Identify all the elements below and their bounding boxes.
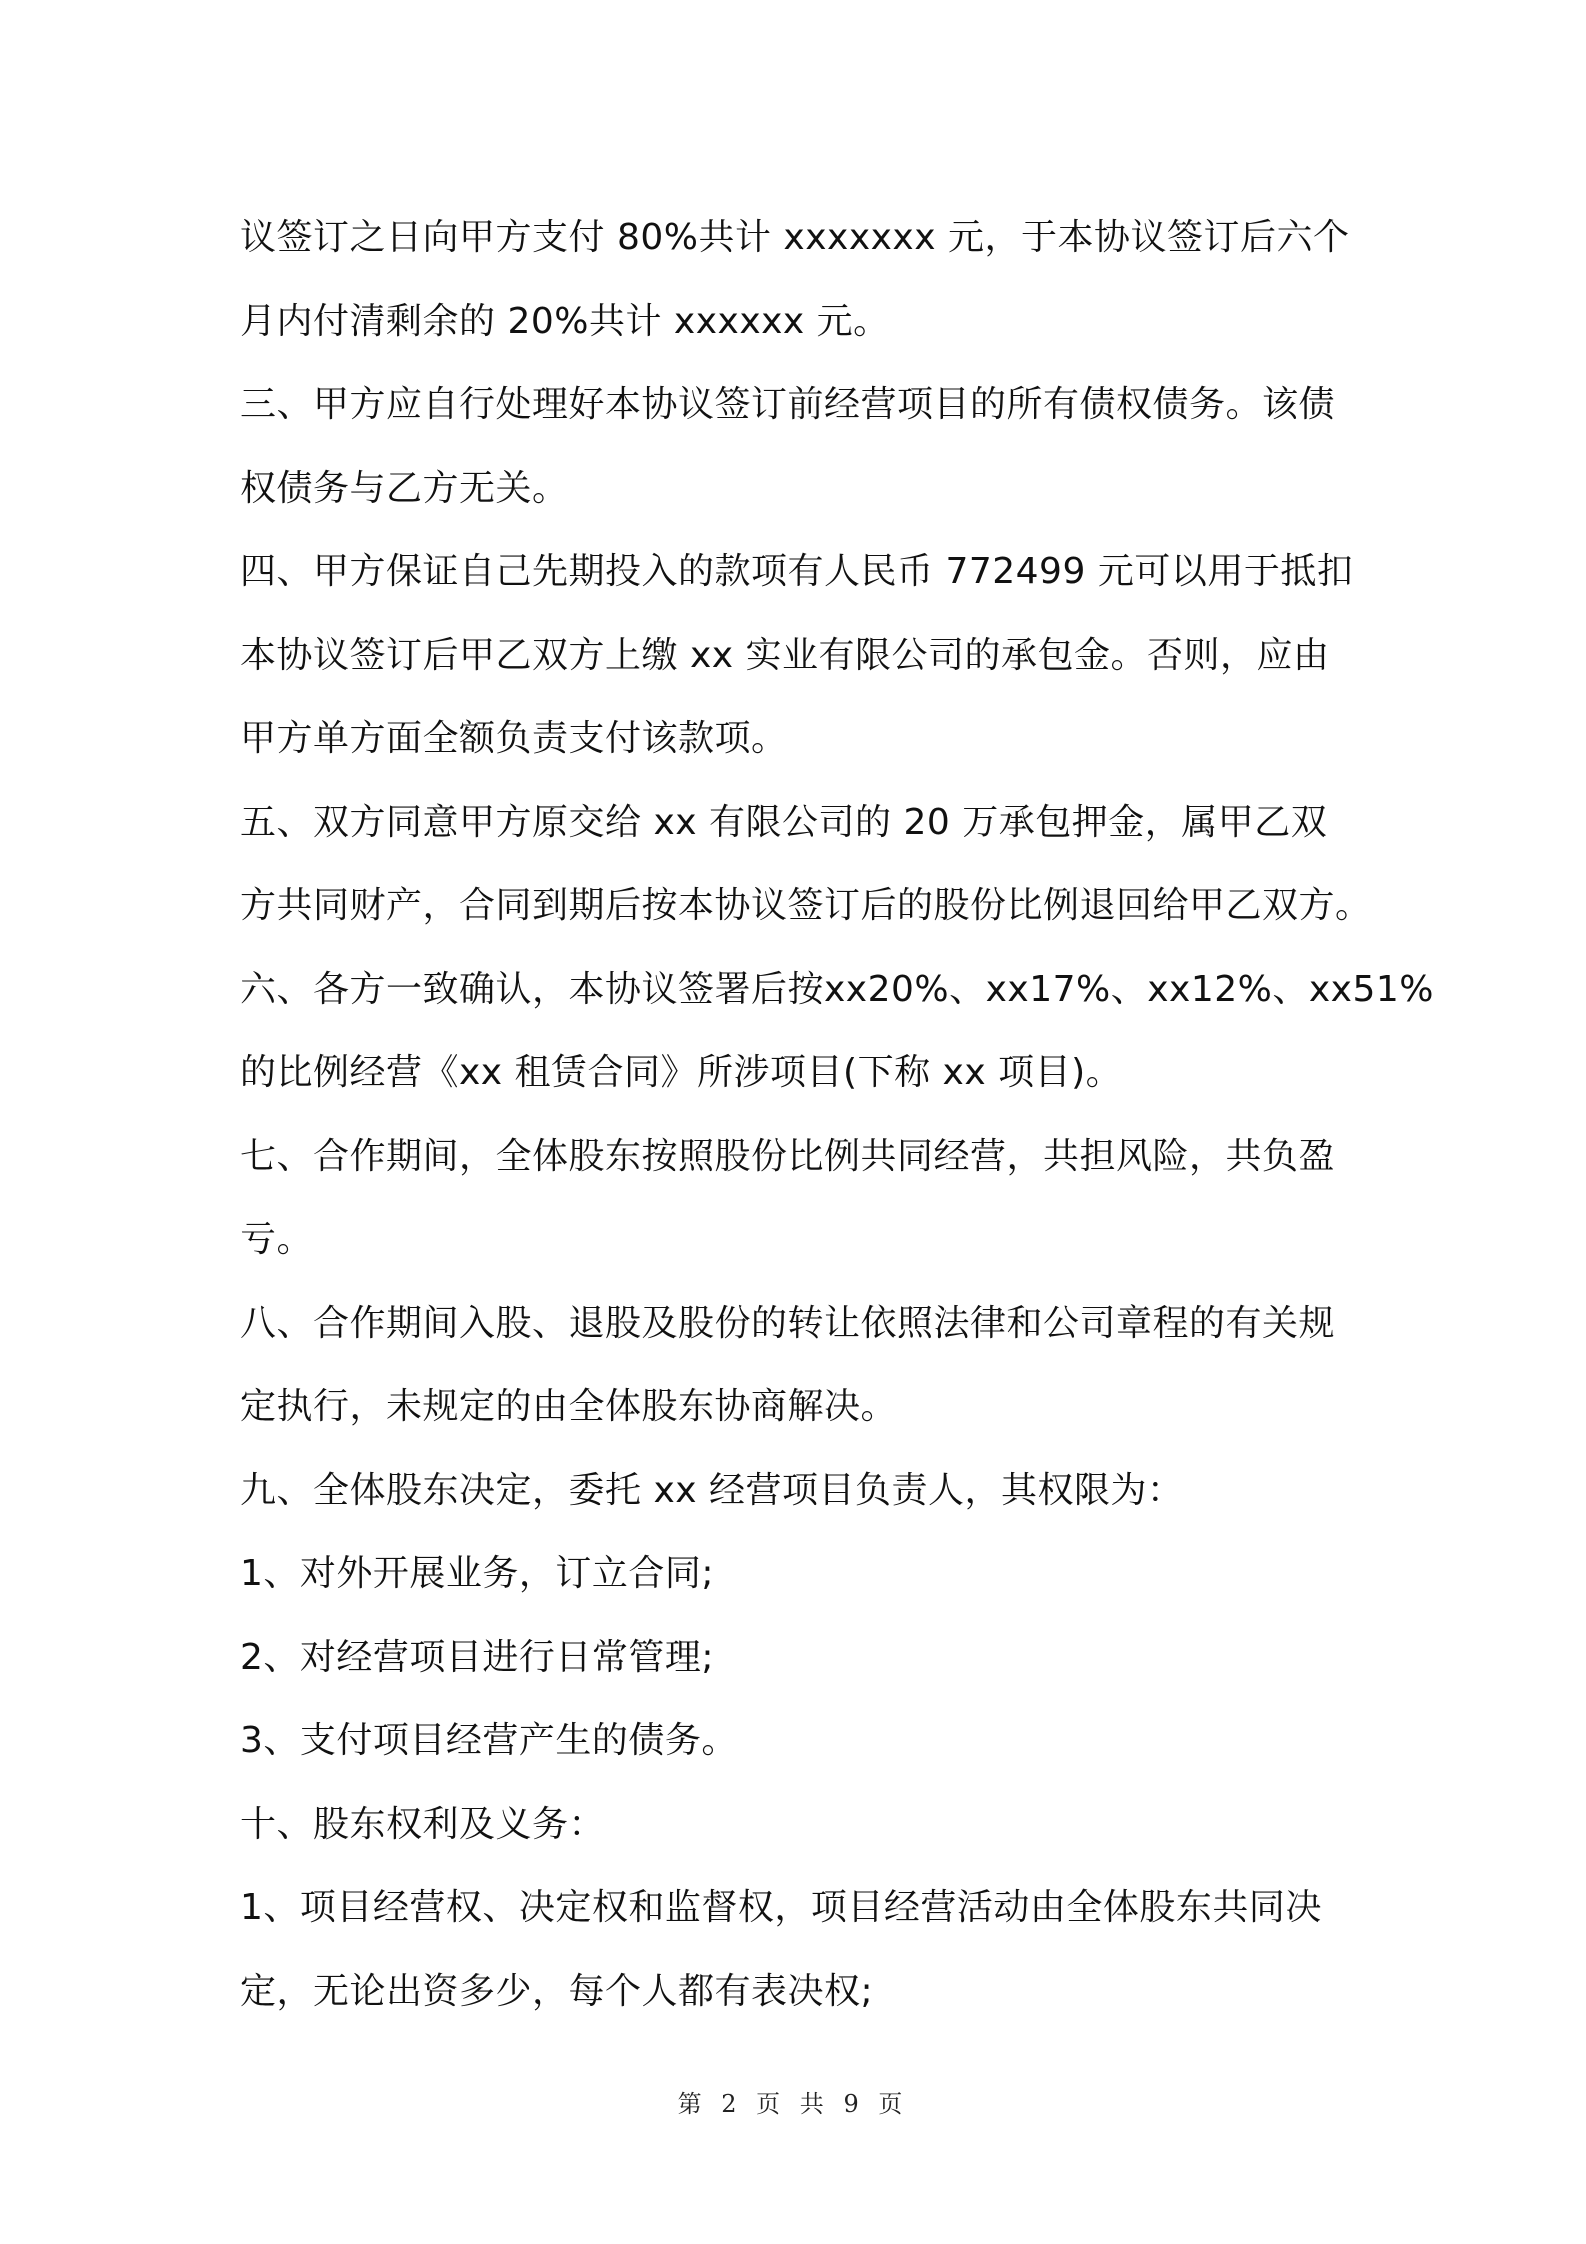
text-line: 权债务与乙方无关。 (240, 467, 569, 509)
text-line: 定执行，未规定的由全体股东协商解决。 (240, 1386, 898, 1427)
text-line: 四、甲方保证自己先期投入的款项有人民币 772499 元可以用于抵扣 (240, 551, 1354, 592)
text-line: 亏。 (240, 1219, 314, 1260)
text-line: 议签订之日向甲方支付 80%共计 xxxxxxx 元，于本协议签订后六个 (240, 217, 1350, 258)
text-line: 六、各方一致确认，本协议签署后按xx20%、xx17%、xx12%、xx51% (240, 968, 1435, 1010)
text-line: 三、甲方应自行处理好本协议签订前经营项目的所有债权债务。该债 (240, 384, 1336, 425)
text-line: 七、合作期间，全体股东按照股份比例共同经营，共担风险，共负盈 (240, 1135, 1336, 1177)
text-line: 十、股东权利及义务： (240, 1803, 606, 1845)
text-line: 方共同财产，合同到期后按本协议签订后的股份比例退回给甲乙双方。 (240, 885, 1372, 926)
text-line: 甲方单方面全额负责支付该款项。 (240, 718, 788, 759)
text-line: 1、项目经营权、决定权和监督权，项目经营活动由全体股东共同决 (240, 1887, 1322, 1928)
text-line: 的比例经营《xx 租赁合同》所涉项目(下称 xx 项目)。 (240, 1052, 1123, 1093)
text-line: 月内付清剩余的 20%共计 xxxxxx 元。 (240, 300, 890, 342)
text-line: 本协议签订后甲乙双方上缴 xx 实业有限公司的承包金。否则，应由 (240, 634, 1330, 676)
text-line: 八、合作期间入股、退股及股份的转让依照法律和公司章程的有关规 (240, 1302, 1336, 1344)
text-line: 1、对外开展业务，订立合同; (240, 1553, 715, 1594)
text-line: 五、双方同意甲方原交给 xx 有限公司的 20 万承包押金，属甲乙双 (240, 801, 1328, 843)
text-line: 九、全体股东决定，委托 xx 经营项目负责人，其权限为： (240, 1469, 1184, 1511)
document-body (240, 196, 1435, 2033)
text-line: 定，无论出资多少，每个人都有表决权; (240, 1970, 874, 2012)
text-line: 2、对经营项目进行日常管理; (240, 1636, 715, 1678)
page-number-footer: 第 2 页 共 9 页 (677, 2090, 909, 2118)
text-line: 3、支付项目经营产生的债务。 (240, 1720, 738, 1761)
